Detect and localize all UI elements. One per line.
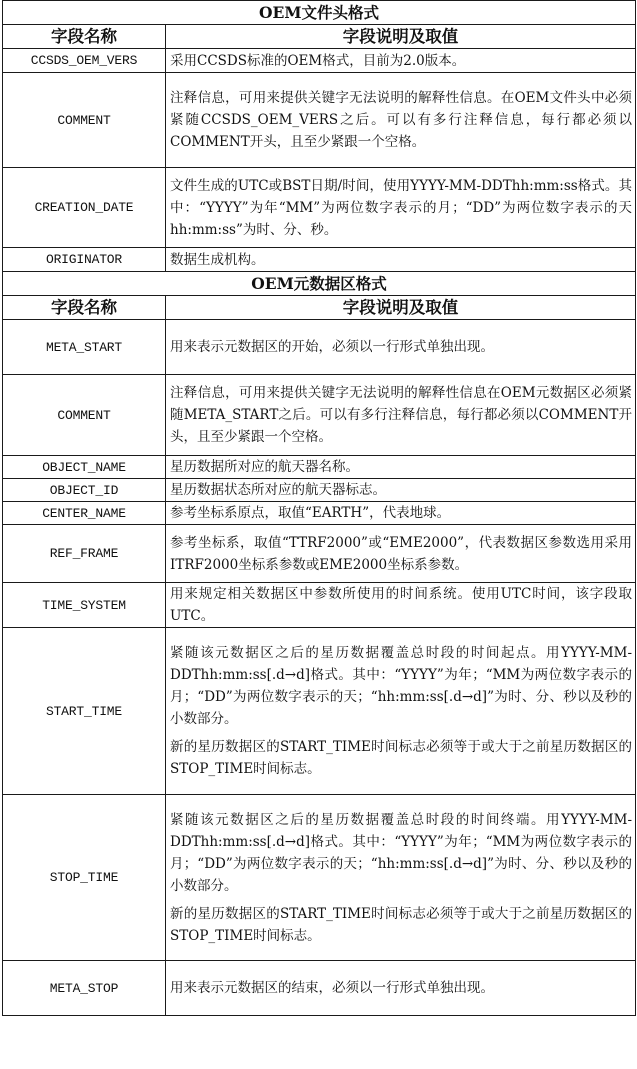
field-description-cell [166, 49, 636, 73]
field-description-paragraph: 星历数据状态所对应的航天器标志。 [170, 482, 386, 498]
field-description-cell [166, 479, 636, 502]
column-header-field-description: 字段说明及取值 [166, 296, 636, 320]
table-row [3, 961, 636, 1016]
field-description-cell [166, 583, 636, 628]
field-description-paragraph: 文件生成的UTC或BST日期/时间，使用YYYY-MM-DDThh:mm:ss格式。其中：“YYYY”为年“MM”为两位数字表示的月；“DD”为两位数字表示的天hh:mm:ss”为时、分、秒。 [170, 177, 633, 238]
field-name-cell: CCSDS_OEM_VERS [3, 49, 166, 73]
field-description-cell [166, 248, 636, 272]
column-header-field-name: 字段名称 [3, 25, 166, 49]
section1-header-row [3, 25, 636, 49]
field-name-cell: CREATION_DATE [3, 168, 166, 248]
field-description-cell [166, 525, 636, 583]
field-description-cell [166, 795, 636, 961]
section1-title: OEM文件头格式 [3, 1, 636, 25]
table-row [3, 502, 636, 525]
field-name-cell: CENTER_NAME [3, 502, 166, 525]
field-name-cell: META_STOP [3, 961, 166, 1016]
table-row [3, 168, 636, 248]
field-description-cell [166, 73, 636, 168]
table-row [3, 73, 636, 168]
field-description-cell [166, 456, 636, 479]
table-row [3, 479, 636, 502]
field-description-paragraph: 参考坐标系原点，取值“EARTH”，代表地球。 [170, 505, 451, 521]
oem-format-table [2, 0, 636, 1016]
field-name-cell: COMMENT [3, 73, 166, 168]
section2-title: OEM元数据区格式 [3, 272, 636, 296]
table-row [3, 375, 636, 456]
field-description-paragraph: 注释信息，可用来提供关键字无法说明的解释性信息在OEM元数据区必须紧随META_START之后。可以有多行注释信息，每行都必须以COMMENT开头，且至少紧跟一个空格。 [170, 385, 633, 445]
field-description-cell [166, 168, 636, 248]
section2-title-row [3, 272, 636, 296]
table-row [3, 49, 636, 73]
field-description-cell [166, 502, 636, 525]
field-description-paragraph: 采用CCSDS标准的OEM格式，目前为2.0版本。 [170, 52, 466, 69]
field-description-cell [166, 961, 636, 1016]
field-name-cell: ORIGINATOR [3, 248, 166, 272]
field-description-cell [166, 628, 636, 795]
field-description-paragraph: 数据生成机构。 [170, 251, 265, 268]
table-row [3, 456, 636, 479]
table-row [3, 320, 636, 375]
table-row [3, 583, 636, 628]
field-name-cell: STOP_TIME [3, 795, 166, 961]
table-row [3, 525, 636, 583]
section1-title-row [3, 1, 636, 25]
section2-header-row [3, 296, 636, 320]
field-description-paragraph: 用来表示元数据区的结束，必须以一行形式单独出现。 [170, 980, 494, 996]
field-description-paragraph: 参考坐标系，取值“TTRF2000”或“EME2000”，代表数据区参数选用采用ITRF2000坐标系参数或EME2000坐标系参数。 [170, 534, 633, 573]
table-row [3, 795, 636, 961]
field-description-paragraph: 紧随该元数据区之后的星历数据覆盖总时段的时间终端。用YYYY-MM-DDThh:mm:ss[.d→d]格式。其中：“YYYY”为年；“MM为两位数字表示的月；“DD”为两位数字表示的天；“hh:mm:ss[.d→d]”为时、分、秒以及秒的小数部分。 [170, 811, 633, 894]
field-name-cell: START_TIME [3, 628, 166, 795]
field-description-paragraph: 新的星历数据区的START_TIME时间标志必须等于或大于之前星历数据区的STOP_TIME时间标志。 [170, 905, 633, 944]
field-name-cell: META_START [3, 320, 166, 375]
field-description-cell [166, 375, 636, 456]
table-row [3, 248, 636, 272]
column-header-field-name: 字段名称 [3, 296, 166, 320]
field-name-cell: OBJECT_NAME [3, 456, 166, 479]
column-header-field-description: 字段说明及取值 [166, 25, 636, 49]
field-name-cell: COMMENT [3, 375, 166, 456]
field-description-paragraph: 新的星历数据区的START_TIME时间标志必须等于或大于之前星历数据区的STOP_TIME时间标志。 [170, 739, 633, 777]
field-name-cell: TIME_SYSTEM [3, 583, 166, 628]
field-description-cell [166, 320, 636, 375]
field-name-cell: OBJECT_ID [3, 479, 166, 502]
field-description-paragraph: 星历数据所对应的航天器名称。 [170, 459, 359, 475]
field-description-paragraph: 注释信息，可用来提供关键字无法说明的解释性信息。在OEM文件头中必须紧随CCSDS_OEM_VERS之后。可以有多行注释信息，每行都必须以COMMENT开头，且至少紧跟一个空格。 [170, 90, 633, 150]
field-description-paragraph: 用来表示元数据区的开始，必须以一行形式单独出现。 [170, 339, 494, 355]
field-description-paragraph: 紧随该元数据区之后的星历数据覆盖总时段的时间起点。用YYYY-MM-DDThh:mm:ss[.d→d]格式。其中：“YYYY”为年；“MM为两位数字表示的月；“DD”为两位数字表示的天；“hh:mm:ss[.d→d]”为时、分、秒以及秒的小数部分。 [170, 645, 633, 727]
table-row [3, 628, 636, 795]
field-description-paragraph: 用来规定相关数据区中参数所使用的时间系统。使用UTC时间，该字段取UTC。 [170, 586, 633, 624]
field-name-cell: REF_FRAME [3, 525, 166, 583]
